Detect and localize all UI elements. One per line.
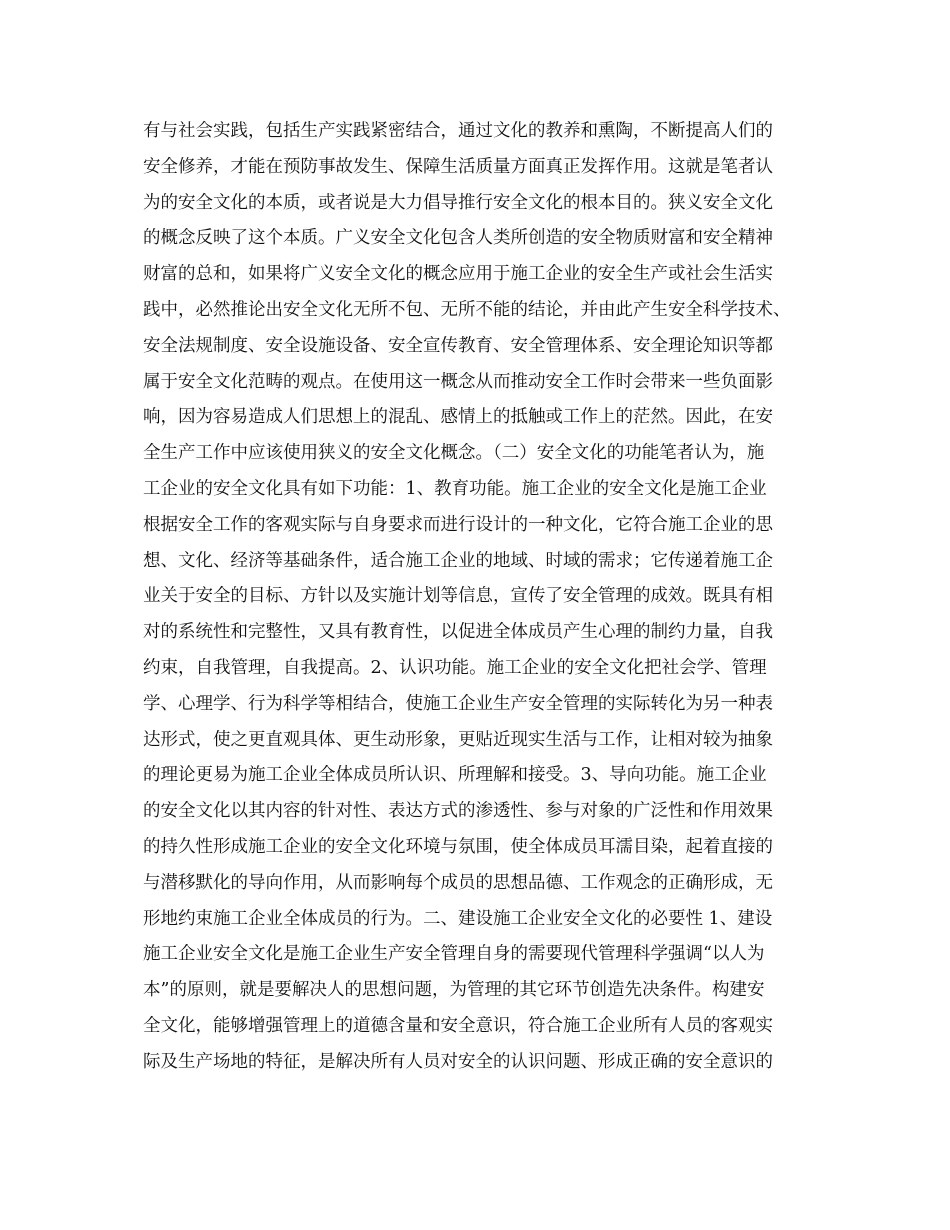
- text-line: 业关于安全的目标、方针以及实施计划等信息，宣传了安全管理的成效。既具有相: [143, 586, 773, 607]
- text-line: 有与社会实践，包括生产实践紧密结合，通过文化的教养和熏陶，不断提高人们的: [143, 121, 773, 141]
- body-text: [143, 114, 843, 1081]
- text-line: 安全法规制度、安全设施设备、安全宣传教育、安全管理体系、安全理论知识等都: [143, 335, 773, 356]
- text-line: 对的系统性和完整性，又具有教育性，以促进全体成员产生心理的制约力量，自我: [143, 622, 773, 643]
- text-line: 的安全文化以其内容的针对性、表达方式的渗透性、参与对象的广泛性和作用效果: [143, 801, 773, 822]
- text-line: 全文化，能够增强管理上的道德含量和安全意识，符合施工企业所有人员的客观实: [143, 1015, 773, 1036]
- text-line: 财富的总和，如果将广义安全文化的概念应用于施工企业的安全生产或社会生活实: [143, 264, 773, 285]
- text-line: 的概念反映了这个本质。广义安全文化包含人类所创造的安全物质财富和安全精神: [143, 228, 773, 249]
- text-line: 的持久性形成施工企业的安全文化环境与氛围，使全体成员耳濡目染，起着直接的: [143, 836, 773, 857]
- text-line: 践中，必然推论出安全文化无所不包、无所不能的结论，并由此产生安全科学技术、: [143, 299, 791, 320]
- text-line: 的理论更易为施工企业全体成员所认识、所理解和接受。3、导向功能。施工企业: [143, 765, 767, 786]
- text-line: 为的安全文化的本质，或者说是大力倡导推行安全文化的根本目的。狭义安全文化: [143, 192, 773, 213]
- text-line: 响，因为容易造成人们思想上的混乱、感情上的抵触或工作上的茫然。因此，在安: [143, 407, 773, 428]
- text-line: 形地约束施工企业全体成员的行为。二、建设施工企业安全文化的必要性 1、建设: [143, 908, 773, 929]
- text-line: 安全修养，才能在预防事故发生、保障生活质量方面真正发挥作用。这就是笔者认: [143, 156, 773, 177]
- text-line: 施工企业安全文化是施工企业生产安全管理自身的需要现代管理科学强调“以人为: [143, 944, 765, 965]
- text-line: 际及生产场地的特征，是解决所有人员对安全的认识问题、形成正确的安全意识的: [143, 1051, 773, 1072]
- text-line: 根据安全工作的客观实际与自身要求而进行设计的一种文化，它符合施工企业的思: [143, 514, 773, 535]
- text-line: 属于安全文化范畴的观点。在使用这一概念从而推动安全工作时会带来一些负面影: [143, 371, 773, 392]
- text-line: 本”的原则，就是要解决人的思想问题，为管理的其它环节创造先决条件。构建安: [143, 980, 765, 1001]
- text-line: 达形式，使之更直观具体、更生动形象，更贴近现实生活与工作，让相对较为抽象: [143, 729, 773, 750]
- text-line: 想、文化、经济等基础条件，适合施工企业的地域、时域的需求；它传递着施工企: [143, 550, 773, 571]
- text-line: 学、心理学、行为科学等相结合，使施工企业生产安全管理的实际转化为另一种表: [143, 693, 773, 714]
- text-line: 与潜移默化的导向作用，从而影响每个成员的思想品德、工作观念的正确形成，无: [143, 872, 773, 893]
- text-line: 工企业的安全文化具有如下功能：1、教育功能。施工企业的安全文化是施工企业: [143, 478, 767, 499]
- text-line: 全生产工作中应该使用狭义的安全文化概念。（二）安全文化的功能笔者认为，施: [143, 443, 765, 464]
- text-line: 约束，自我管理，自我提高。2、认识功能。施工企业的安全文化把社会学、管理: [143, 657, 767, 678]
